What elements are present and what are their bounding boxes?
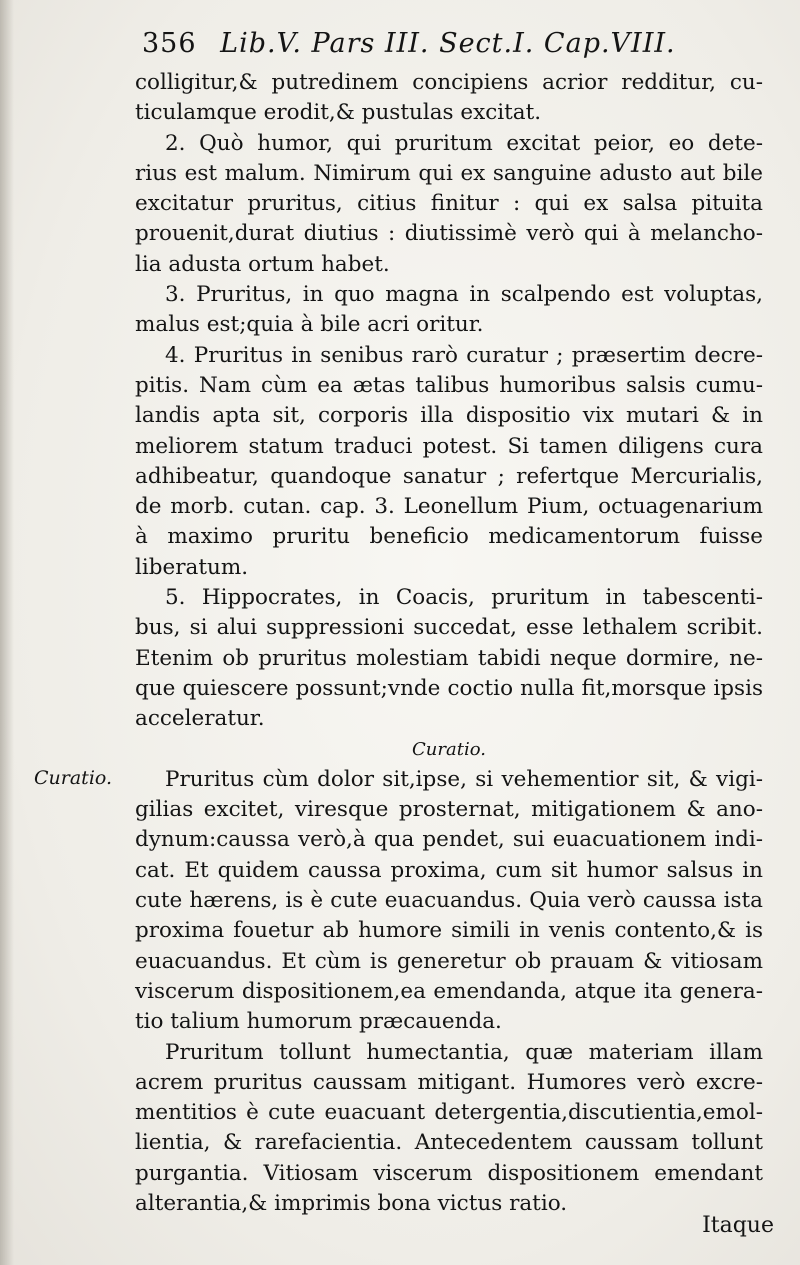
text-line: adhibeatur, quandoque sanatur ; refertque Mercurialis, xyxy=(135,463,763,489)
text-line: 4. Pruritus in senibus rarò curatur ; præsertim decre- xyxy=(165,342,763,368)
text-line: Pruritus cùm dolor sit,ipse, si vehementior sit, & vigi- xyxy=(165,766,763,792)
page-number: 356 xyxy=(142,28,197,59)
text-line: viscerum dispositionem,ea emendanda, atque ita genera- xyxy=(135,978,763,1004)
text-line: 3. Pruritus, in quo magna in scalpendo est voluptas, xyxy=(165,282,763,308)
text-line: gilias excitet, viresque prosternat, mitigationem & ano- xyxy=(135,797,763,823)
text-line: landis apta sit, corporis illa dispositio vix mutari & in xyxy=(135,403,763,429)
text-line: que quiescere possunt;vnde coctio nulla fit,morsque ipsis xyxy=(135,675,763,701)
text-line: de morb. cutan. cap. 3. Leonellum Pium, octuagenarium xyxy=(135,494,763,520)
text-line: alterantia,& imprimis bona victus ratio. xyxy=(135,1190,568,1216)
text-line: à maximo pruritu beneficio medicamentorum fuisse xyxy=(135,524,763,550)
text-line: purgantia. Vitiosam viscerum dispositionem emendant xyxy=(135,1160,763,1186)
text-line: acrem pruritus caussam mitigant. Humores verò excre- xyxy=(135,1069,763,1095)
running-title: Lib.V. Pars III. Sect.I. Cap.VIII. xyxy=(220,28,676,59)
running-header xyxy=(142,28,772,59)
text-line: ticulamque erodit,& pustulas excitat. xyxy=(135,100,542,126)
text-line: euacuandus. Et cùm is generetur ob prauam & vitiosam xyxy=(135,948,763,974)
text-line: 5. Hippocrates, in Coacis, pruritum in tabescenti- xyxy=(165,585,763,611)
text-line: rius est malum. Nimirum qui ex sanguine adusto aut bile xyxy=(135,160,763,186)
text-line: lia adusta ortum habet. xyxy=(135,251,390,277)
text-line: meliorem statum traduci potest. Si tamen diligens cura xyxy=(135,433,763,459)
text-line: colligitur,& putredinem concipiens acrior redditur, cu- xyxy=(135,70,763,95)
text-line: prouenit,durat diutius : diutissimè verò qui à melancho- xyxy=(135,221,763,247)
text-line: proxima fouetur ab humore simili in venis contento,& is xyxy=(135,918,763,944)
text-line: tio talium humorum præcauenda. xyxy=(135,1009,502,1035)
text-line: excitatur pruritus, citius finitur : qui ex salsa pituita xyxy=(135,191,763,217)
text-line: mentitios è cute euacuant detergentia,discutientia,emol- xyxy=(135,1100,763,1126)
text-line: Etenim ob pruritus molestiam tabidi neque dormire, ne- xyxy=(135,645,763,671)
gutter-shadow xyxy=(0,0,14,1265)
margin-note: Curatio. xyxy=(34,767,113,789)
text-line: acceleratur. xyxy=(135,706,265,732)
text-line: Pruritum tollunt humectantia, quæ materiam illam xyxy=(165,1039,763,1065)
text-line: malus est;quia à bile acri oritur. xyxy=(135,312,484,338)
text-line: pitis. Nam cùm ea ætas talibus humoribus salsis cumu- xyxy=(135,372,763,398)
text-line: cute hærens, is è cute euacuandus. Quia verò caussa ista xyxy=(135,888,763,914)
text-line: 2. Quò humor, qui pruritum excitat peior, eo dete- xyxy=(165,130,763,156)
catchword: Itaque xyxy=(702,1213,774,1238)
body-text xyxy=(135,68,763,1219)
section-heading: Curatio. xyxy=(412,738,486,760)
text-line: dynum:caussa verò,à qua pendet, sui euacuationem indi- xyxy=(135,827,763,853)
text-line: liberatum. xyxy=(135,554,249,580)
text-line: bus, si alui suppressioni succedat, esse lethalem scribit. xyxy=(135,615,763,641)
text-line: lientia, & rarefacientia. Antecedentem caussam tollunt xyxy=(135,1130,763,1156)
text-line: cat. Et quidem caussa proxima, cum sit humor salsus in xyxy=(135,857,763,883)
